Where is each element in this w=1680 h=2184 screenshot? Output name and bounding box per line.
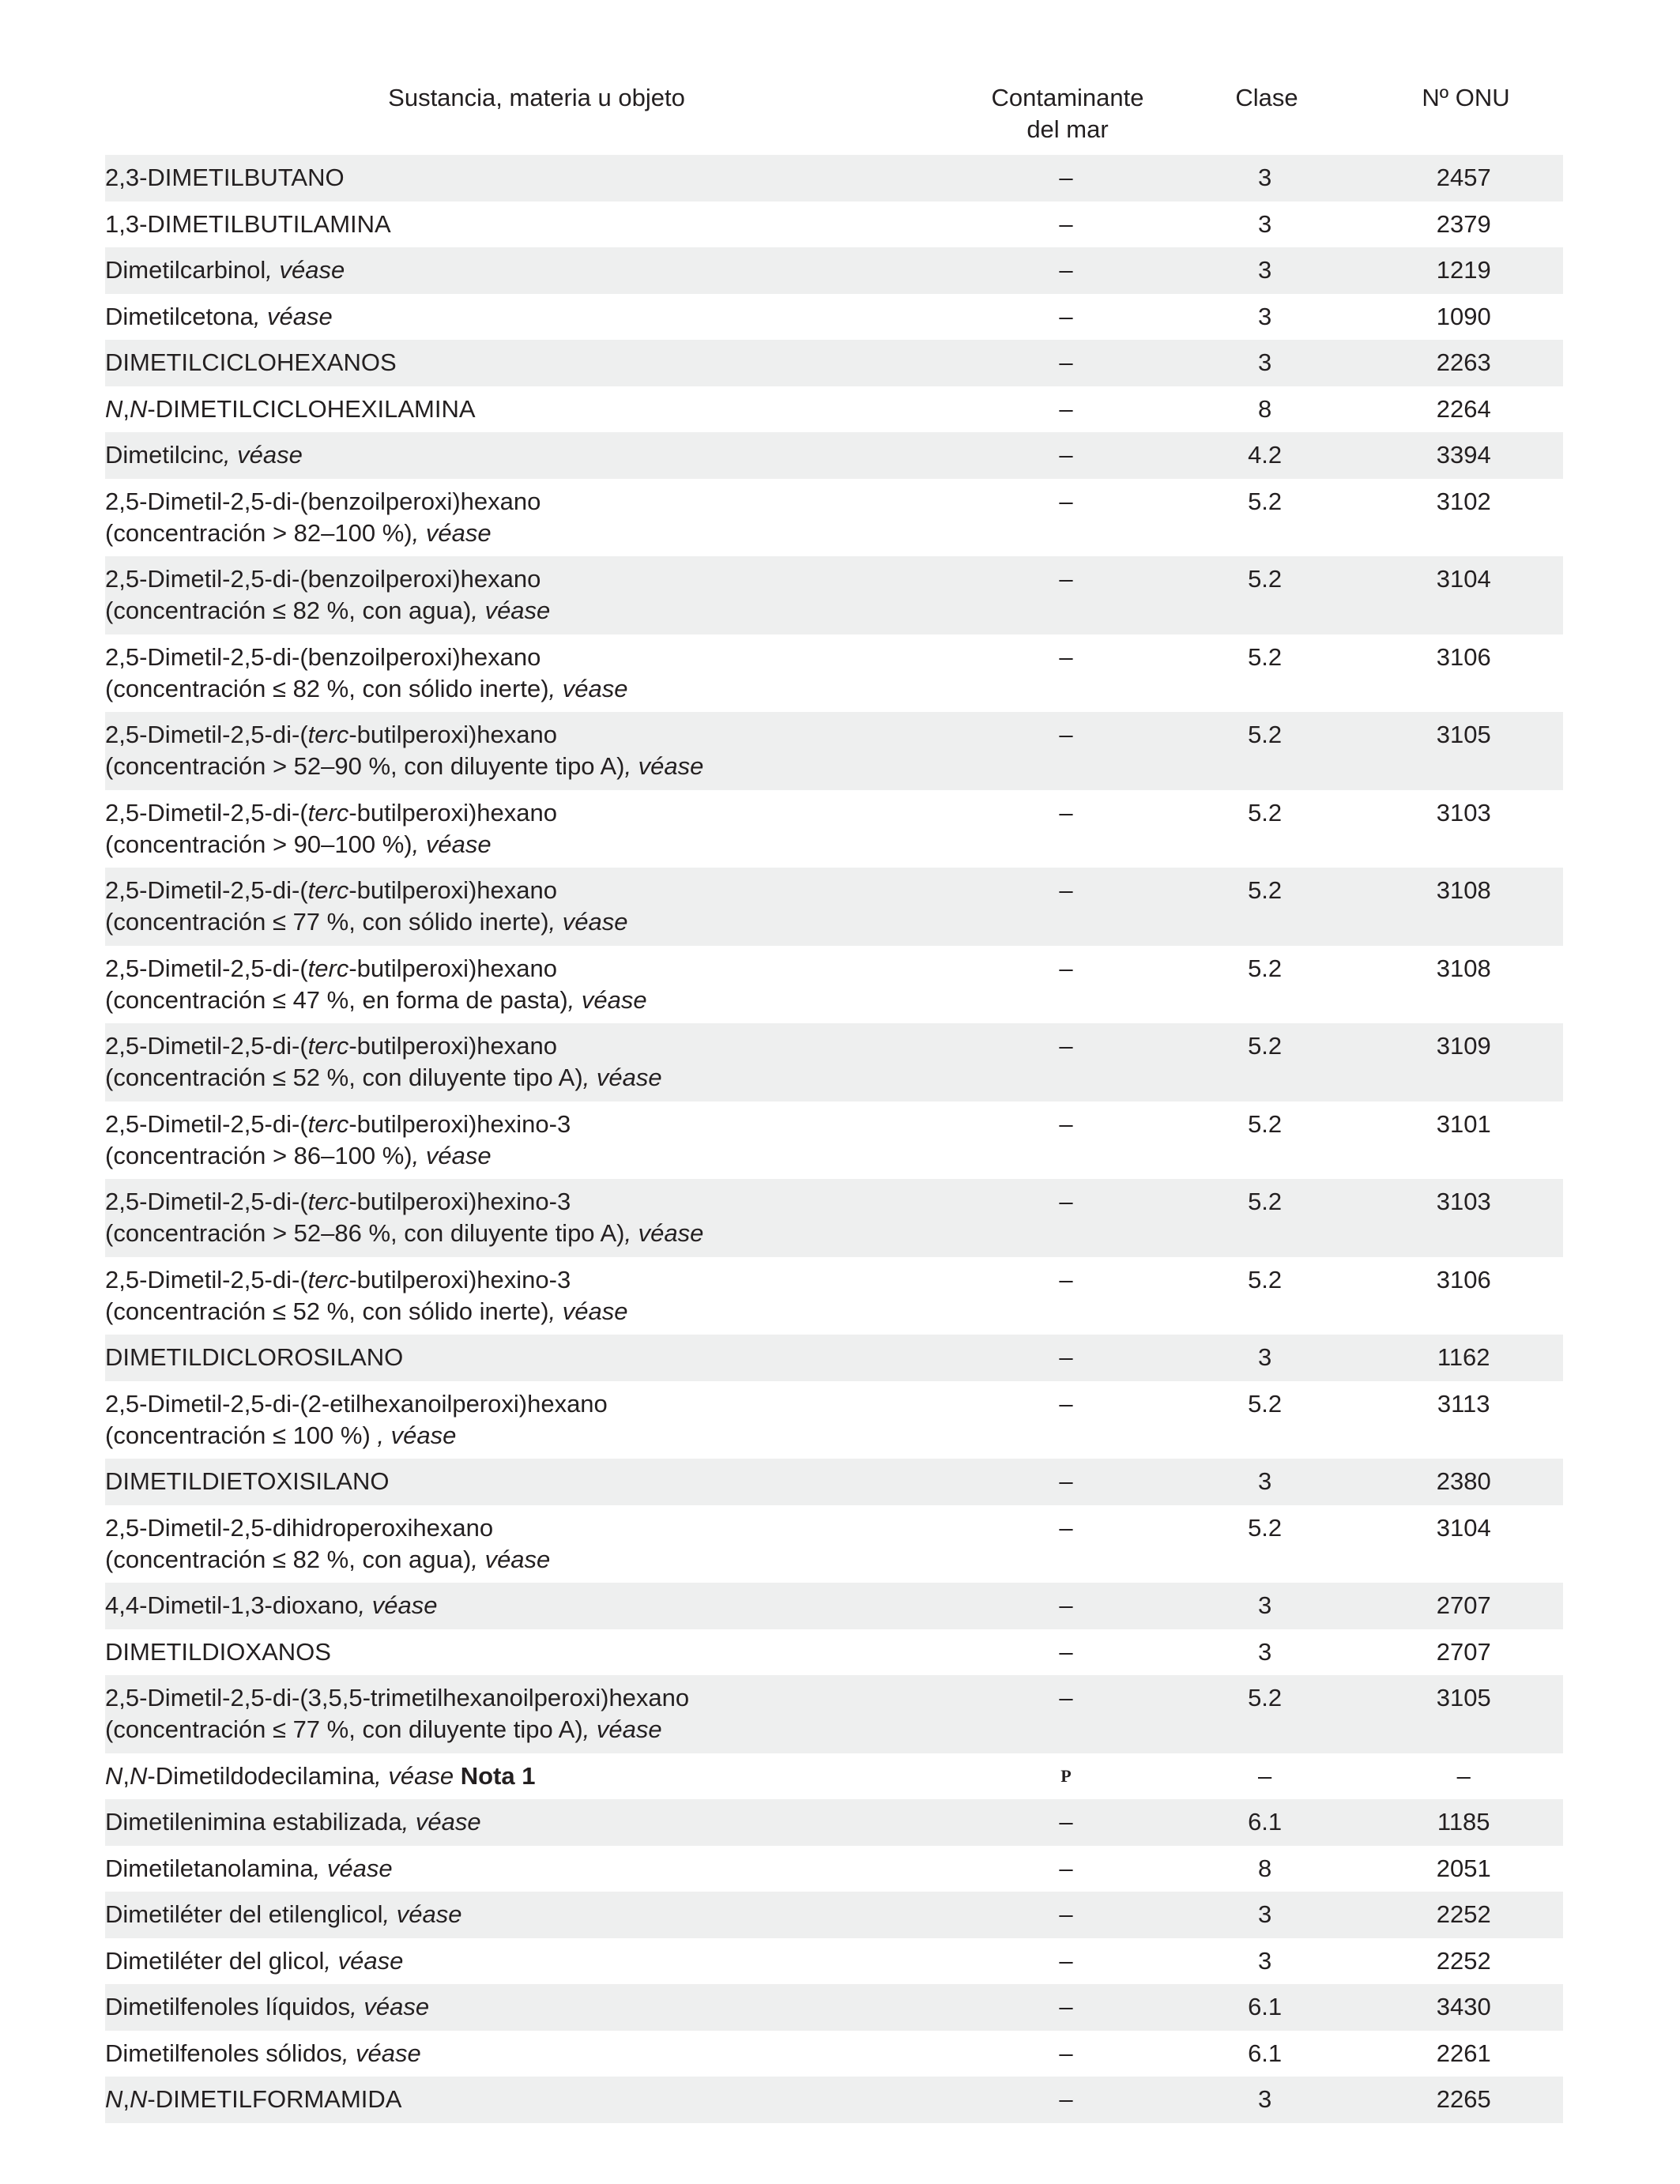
table-row [105,1938,1563,1985]
substance-name [105,1583,966,1629]
un-number-value: 2252 [1436,1900,1491,1928]
substance-name-segment: Dimetilenimina estabilizada [105,1808,402,1836]
class-value: 5.2 [1248,1032,1283,1060]
substance-name [105,155,966,201]
substance-name-segment: , véase [377,1421,457,1449]
un-number-value: 2379 [1436,209,1491,238]
class-value: 3 [1258,256,1272,284]
substance-name-segment: , véase [358,1591,438,1619]
substance-name-segment: 2,5-Dimetil-2,5-dihidroperoxihexano (concentración ≤ 82 %, con agua) [105,1513,494,1573]
substance-name-segment: 2,5-Dimetil-2,5-di-(benzoilperoxi)hexano (concentración > 82–100 %) [105,487,541,547]
table-row [105,1335,1563,1381]
class-value: 6.1 [1248,1808,1283,1836]
substance-name-segment: 2,5-Dimetil-2,5-di-(benzoilperoxi)hexano (concentración ≤ 82 %, con agua) [105,565,541,624]
substance-name-segment: 2,5-Dimetil-2,5-di-( [105,798,308,827]
marine-pollutant-value: – [1059,1808,1073,1836]
un-number-value: 3103 [1436,798,1491,827]
substance-name-segment: , véase [548,1297,628,1325]
substance-name [105,201,966,248]
substance-name-segment: -butilperoxi)hexino-3 (concentración > 52–86 %, con diluyente tipo A) [105,1188,625,1247]
marine-pollutant-value: – [1059,1684,1073,1711]
substance-name-segment: Dimetilcarbinol [105,256,266,284]
substance-name-segment: , véase [382,1900,462,1928]
substance-name-segment: 2,5-Dimetil-2,5-di-( [105,876,308,904]
table-row [105,1675,1563,1753]
table-row [105,712,1563,790]
substance-name-segment: , véase [567,985,647,1014]
marine-pollutant-value: – [1059,1343,1073,1371]
table-row [105,432,1563,479]
substance-name-segment: terc [307,1109,349,1138]
substance-name [105,2031,966,2077]
substance-name [105,386,966,433]
class-value: 5.2 [1248,1265,1283,1293]
table-row [105,2077,1563,2123]
substance-name [105,790,966,868]
substance-name [105,1023,966,1101]
substance-name-segment: , véase [582,1064,662,1091]
marine-pollutant-value: – [1059,1467,1073,1495]
un-number-value: 2707 [1436,1637,1491,1666]
substance-name-segment: N [105,394,123,423]
class-value: 5.2 [1248,1684,1283,1711]
class-value: 3 [1258,1343,1272,1371]
un-number-value: 2457 [1436,164,1491,191]
class-value: 6.1 [1248,2039,1283,2067]
substance-name-segment: , véase [624,752,704,780]
substance-name-segment: terc [307,876,349,904]
marine-pollutant-value: – [1059,1188,1073,1215]
header-substance: Sustancia, materia u objeto [388,84,685,111]
substance-name [105,1892,966,1938]
un-number-value: 1162 [1437,1343,1490,1371]
substance-name-segment: -butilperoxi)hexano (concentración ≤ 77 %, con sólido inerte) [105,876,558,936]
un-number-value: 2051 [1436,1854,1491,1882]
substance-name-segment: -butilperoxi)hexino-3 (concentración > 86–100 %) [105,1109,571,1169]
substance-name-segment: 2,5-Dimetil-2,5-di-(benzoilperoxi)hexano (concentración ≤ 82 %, con sólido inerte) [105,642,549,702]
un-number-value: 2263 [1436,348,1491,376]
marine-pollutant-value: – [1059,2039,1073,2067]
substance-name-segment: , véase [350,1993,430,2020]
table-row [105,479,1563,557]
marine-pollutant-value: – [1059,2085,1073,2113]
table-row [105,340,1563,386]
substance-name-segment: -DIMETILFORMAMIDA [147,2085,402,2113]
marine-pollutant-value: – [1059,721,1073,748]
class-value: 3 [1258,1637,1272,1666]
substance-name-segment: , [122,1761,130,1790]
substance-name-segment: 2,3-DIMETILBUTANO [105,164,345,191]
un-number-value: 1219 [1436,256,1491,284]
substance-name [105,1984,966,2031]
substance-name-segment: , [122,394,130,423]
un-number-value: 3109 [1436,1032,1491,1060]
class-value: 6.1 [1248,1993,1283,2020]
substance-name-segment: , véase [341,2039,421,2067]
substance-name-segment: N [105,2085,123,2113]
substance-name-segment: 2,5-Dimetil-2,5-di-( [105,1032,308,1060]
substance-name-segment: terc [307,798,349,827]
substance-name-segment: 2,5-Dimetil-2,5-di-( [105,1188,308,1215]
substance-name-segment: Dimetiletanolamina [105,1854,314,1882]
table-row [105,1257,1563,1335]
substance-name [105,479,966,557]
un-number-value: 1185 [1437,1808,1490,1836]
un-number-value: 3106 [1436,642,1491,671]
substance-name-segment: Dimetilfenoles sólidos [105,2039,342,2067]
marine-pollutant-value: – [1059,565,1073,593]
substance-name-segment: , véase [223,441,303,469]
class-value: 5.2 [1248,1513,1283,1542]
substance-name [105,1335,966,1381]
substance-name-segment: , véase [324,1946,404,1975]
substance-name-segment: Dimetiléter del glicol [105,1946,325,1975]
table-row [105,1799,1563,1846]
marine-pollutant-value: – [1059,256,1073,284]
class-value: 5.2 [1248,1188,1283,1215]
substance-name-segment: terc [307,954,349,982]
class-value: 8 [1258,1854,1272,1882]
substance-name-segment: 2,5-Dimetil-2,5-di-(2-etilhexanoilperoxi)hexano (concentración ≤ 100 %) [105,1389,608,1449]
substance-name [105,340,966,386]
substance-name-segment: 2,5-Dimetil-2,5-di-( [105,954,308,982]
substance-name [105,294,966,341]
header-marine-pollutant: Contaminante del mar [991,84,1144,143]
substance-name [105,1459,966,1505]
table-row [105,634,1563,713]
substance-name-segment: , véase [548,908,628,936]
dangerous-goods-index-table [105,77,1563,2123]
table-body [105,155,1563,2123]
substance-name-segment: -butilperoxi)hexino-3 (concentración ≤ 52 %, con sólido inerte) [105,1265,571,1325]
marine-pollutant-value: – [1059,394,1073,423]
substance-name-segment: , véase [412,518,492,547]
header-class: Clase [1235,84,1298,111]
class-value: 3 [1258,1900,1272,1928]
substance-name-segment: , véase [582,1715,662,1743]
substance-name-segment: Nota 1 [454,1761,536,1790]
table-header [105,77,1563,155]
substance-name-segment: N [105,1761,123,1790]
table-row [105,155,1563,201]
marine-pollutant-value: – [1059,164,1073,191]
substance-name [105,1179,966,1257]
table-row [105,1583,1563,1629]
un-number-value: 3394 [1436,441,1491,469]
un-number-value: – [1456,1761,1471,1790]
substance-name-segment: , véase [253,302,333,330]
substance-name-segment: , véase [548,674,628,702]
substance-name-segment: DIMETILDIETOXISILANO [105,1467,390,1495]
substance-name-segment: , véase [375,1761,454,1790]
substance-name-segment: DIMETILDICLOROSILANO [105,1343,404,1371]
substance-name-segment: 2,5-Dimetil-2,5-di-( [105,1265,308,1293]
substance-name [105,1938,966,1985]
substance-name-segment: N [130,2085,148,2113]
substance-name [105,1799,966,1846]
table-row [105,386,1563,433]
un-number-value: 3105 [1436,1684,1491,1711]
substance-name-segment: Dimetiléter del etilenglicol [105,1900,383,1928]
un-number-value: 3108 [1436,954,1491,982]
marine-pollutant-value: P [1060,1765,1072,1786]
substance-name-segment: terc [307,1265,349,1293]
substance-name-segment: 4,4-Dimetil-1,3-dioxano [105,1591,359,1619]
un-number-value: 2707 [1436,1591,1491,1619]
substance-name [105,868,966,946]
un-number-value: 3105 [1436,721,1491,748]
table-row [105,868,1563,946]
substance-name [105,1846,966,1892]
marine-pollutant-value: – [1059,1265,1073,1293]
substance-name-segment: , véase [412,1141,492,1169]
substance-name-segment: , véase [266,256,345,284]
substance-name-segment: -butilperoxi)hexano (concentración > 90–100 %) [105,798,558,858]
class-value: 3 [1258,2085,1272,2113]
substance-name [105,946,966,1024]
table-row [105,294,1563,341]
un-number-value: 2380 [1436,1467,1491,1495]
un-number-value: 3113 [1437,1389,1490,1418]
substance-name-segment: , véase [313,1854,393,1882]
table-row [105,1101,1563,1180]
table-row [105,556,1563,634]
substance-name-segment: DIMETILCICLOHEXANOS [105,348,397,376]
substance-name-segment: -butilperoxi)hexano (concentración ≤ 47 %, en forma de pasta) [105,954,568,1014]
class-value: 8 [1258,394,1272,423]
un-number-value: 3102 [1436,487,1491,515]
substance-name [105,2077,966,2123]
table-row [105,1984,1563,2031]
table-row [105,1629,1563,1676]
marine-pollutant-value: – [1059,876,1073,904]
un-number-value: 3108 [1436,876,1491,904]
marine-pollutant-value: – [1059,348,1073,376]
marine-pollutant-value: – [1059,302,1073,330]
un-number-value: 2264 [1436,394,1491,423]
class-value: 5.2 [1248,798,1283,827]
substance-name-segment: terc [307,1032,349,1060]
un-number-value: 3104 [1436,565,1491,593]
marine-pollutant-value: – [1059,487,1073,515]
substance-name-segment: -butilperoxi)hexano (concentración ≤ 52 %, con diluyente tipo A) [105,1032,583,1091]
substance-name-segment: Dimetilcetona [105,302,254,330]
marine-pollutant-value: – [1059,1854,1073,1882]
table-row [105,1846,1563,1892]
class-value: 3 [1258,302,1272,330]
class-value: 5.2 [1248,876,1283,904]
substance-name-segment: , véase [471,1545,551,1573]
marine-pollutant-value: – [1059,642,1073,671]
un-number-value: 3101 [1436,1109,1491,1138]
substance-name [105,634,966,713]
class-value: 5.2 [1248,721,1283,748]
marine-pollutant-value: – [1059,1389,1073,1418]
un-number-value: 3430 [1436,1993,1491,2020]
marine-pollutant-value: – [1059,209,1073,238]
substance-name-segment: 2,5-Dimetil-2,5-di-( [105,1109,308,1138]
marine-pollutant-value: – [1059,1900,1073,1928]
un-number-value: 3104 [1436,1513,1491,1542]
substance-name-segment: -butilperoxi)hexano (concentración > 52–90 %, con diluyente tipo A) [105,721,625,780]
marine-pollutant-value: – [1059,1637,1073,1666]
substance-name-segment: , véase [471,597,551,624]
substance-name [105,1675,966,1753]
un-number-value: 2265 [1436,2085,1491,2113]
marine-pollutant-value: – [1059,1946,1073,1975]
substance-name [105,712,966,790]
marine-pollutant-value: – [1059,798,1073,827]
substance-name [105,1101,966,1180]
substance-name [105,1753,966,1800]
class-value: 3 [1258,1591,1272,1619]
substance-name-segment: , [122,2085,130,2113]
substance-name-segment: 2,5-Dimetil-2,5-di-(3,5,5-trimetilhexanoilperoxi)hexano (concentración ≤ 77 %, con diluyente tipo A) [105,1684,690,1743]
substance-name-segment: 2,5-Dimetil-2,5-di-( [105,721,308,748]
class-value: 3 [1258,209,1272,238]
class-value: 4.2 [1248,441,1283,469]
substance-name [105,247,966,294]
table-row [105,247,1563,294]
un-number-value: 1090 [1436,302,1491,330]
table-row [105,1179,1563,1257]
un-number-value: 3106 [1436,1265,1491,1293]
class-value: 5.2 [1248,1109,1283,1138]
class-value: 5.2 [1248,642,1283,671]
substance-name-segment: terc [307,1188,349,1215]
class-value: 3 [1258,348,1272,376]
table-row [105,790,1563,868]
table-row [105,1023,1563,1101]
class-value: 3 [1258,164,1272,191]
substance-name [105,556,966,634]
substance-name [105,1629,966,1676]
table-row [105,2031,1563,2077]
substance-name [105,1257,966,1335]
substance-name [105,1505,966,1583]
table-row [105,1505,1563,1583]
marine-pollutant-value: – [1059,1513,1073,1542]
table-row [105,1892,1563,1938]
marine-pollutant-value: – [1059,1032,1073,1060]
table-row [105,946,1563,1024]
marine-pollutant-value: – [1059,1993,1073,2020]
marine-pollutant-value: – [1059,441,1073,469]
class-value: – [1258,1761,1272,1790]
marine-pollutant-value: – [1059,1109,1073,1138]
marine-pollutant-value: – [1059,954,1073,982]
substance-name-segment: , véase [401,1808,481,1836]
class-value: 3 [1258,1946,1272,1975]
substance-name-segment: terc [307,721,349,748]
substance-name-segment: Dimetilcinc [105,441,224,469]
class-value: 5.2 [1248,1389,1283,1418]
class-value: 5.2 [1248,565,1283,593]
class-value: 5.2 [1248,487,1283,515]
table-row [105,1381,1563,1459]
un-number-value: 2252 [1436,1946,1491,1975]
substance-name-segment: , véase [412,830,492,858]
un-number-value: 3103 [1436,1188,1491,1215]
table-row [105,201,1563,248]
table-row [105,1459,1563,1505]
class-value: 5.2 [1248,954,1283,982]
marine-pollutant-value: – [1059,1591,1073,1619]
substance-name-segment: -Dimetildodecilamina [147,1761,375,1790]
substance-name-segment: DIMETILDIOXANOS [105,1637,331,1666]
table-row [105,1753,1563,1800]
substance-name-segment: 1,3-DIMETILBUTILAMINA [105,209,391,238]
substance-name [105,1381,966,1459]
substance-name-segment: , véase [624,1219,704,1247]
substance-name-segment: N [130,394,148,423]
substance-name-segment: Dimetilfenoles líquidos [105,1993,351,2020]
substance-name-segment: -DIMETILCICLOHEXILAMINA [147,394,476,423]
un-number-value: 2261 [1436,2039,1491,2067]
substance-name [105,432,966,479]
substance-name-segment: N [130,1761,148,1790]
header-un-number: Nº ONU [1422,84,1510,111]
class-value: 3 [1258,1467,1272,1495]
